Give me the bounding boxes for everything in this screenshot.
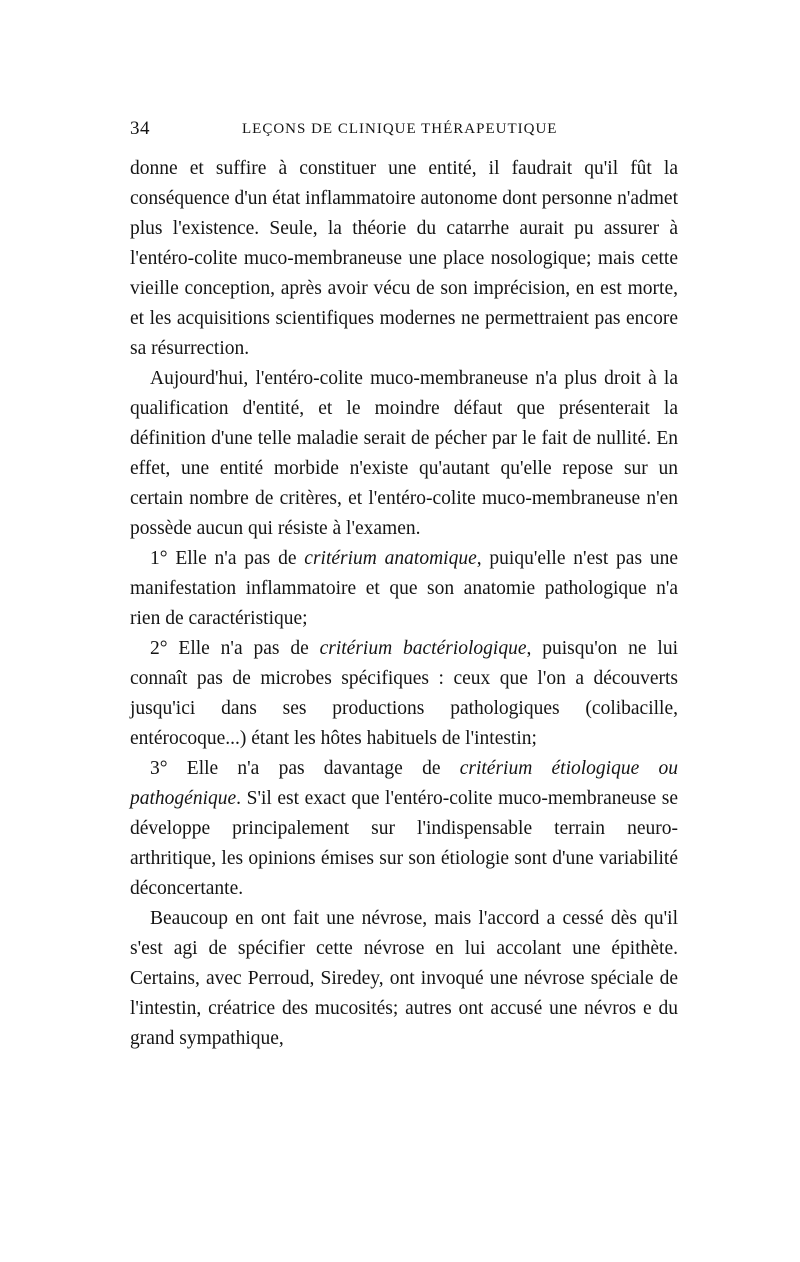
paragraph-nevrose [130,904,678,1054]
paragraph-text: donne et suffire à constituer une entité, il faudrait qu'il fût la conséquence d'un état inflammatoire autonome dont personne n'admet plus l'existence. Seule, la théorie du catarrhe aurait pu assurer à l'entéro-colite muco-membraneuse une place nosologique; mais cette vieille conception, après avoir vécu de son imprécision, en est morte, et les acquisitions scientifiques modernes ne permettraient pas encore sa résurrection. [130,158,678,359]
paragraph-2 [130,364,678,544]
body-text [130,154,678,1054]
paragraph-text: Aujourd'hui, l'entéro-colite muco-membraneuse n'a plus droit à la qualification d'entité, et le moindre défaut que présenterait la définition d'une telle maladie serait de pécher par le fait de nullité. En effet, une entité morbide n'existe qu'autant qu'elle repose sur un certain nombre de critères, et l'entéro-colite muco-membraneuse n'en possède aucun qui résiste à l'examen. [130,368,678,539]
paragraph-1 [130,154,678,364]
paragraph-text: 1° Elle n'a pas de [150,548,305,569]
paragraph-text: 3° Elle n'a pas davantage de [150,758,460,779]
paragraph-criterium-anatomique [130,544,678,634]
paragraph-text: . S'il est exact que l'entéro-colite muco-membraneuse se développe principalement sur l'indispensable terrain neuro-arthritique, les opinions émises sur son étiologie sont d'une variabilité déconcertante. [130,788,678,899]
paragraph-text: Beaucoup en ont fait une névrose, mais l'accord a cessé dès qu'il s'est agi de spécifier cette névrose en lui accolant une épithète. Certains, avec Perroud, Siredey, ont invoqué une névrose spéciale de l'intestin, créatrice des mucosités; autres ont accusé une névros e du grand sympathique, [130,908,678,1049]
paragraph-criterium-bacteriologique [130,634,678,754]
paragraph-criterium-etiologique [130,754,678,904]
running-title: LEÇONS DE CLINIQUE THÉRAPEUTIQUE [242,121,558,137]
paragraph-text: , puiqu'elle n'est pas une manifestation inflammatoire et que son anatomie pathologique n'a rien de caractéristique; [130,548,678,629]
italic-term: critérium bactériologique [319,638,527,659]
italic-term: critérium anatomique [304,548,477,569]
paragraph-text: , puisqu'on ne lui connaît pas de microbes spécifiques : ceux que l'on a découverts jusqu'ici dans ses productions pathologiques (colibacille, entérocoque...) étant les hôtes habituels de l'intestin; [130,638,678,749]
running-head [130,118,678,144]
book-page [130,118,678,1054]
italic-term: critérium étiologique ou pathogénique [130,758,678,809]
paragraph-text: 2° Elle n'a pas de [150,638,320,659]
page-number: 34 [130,118,150,139]
